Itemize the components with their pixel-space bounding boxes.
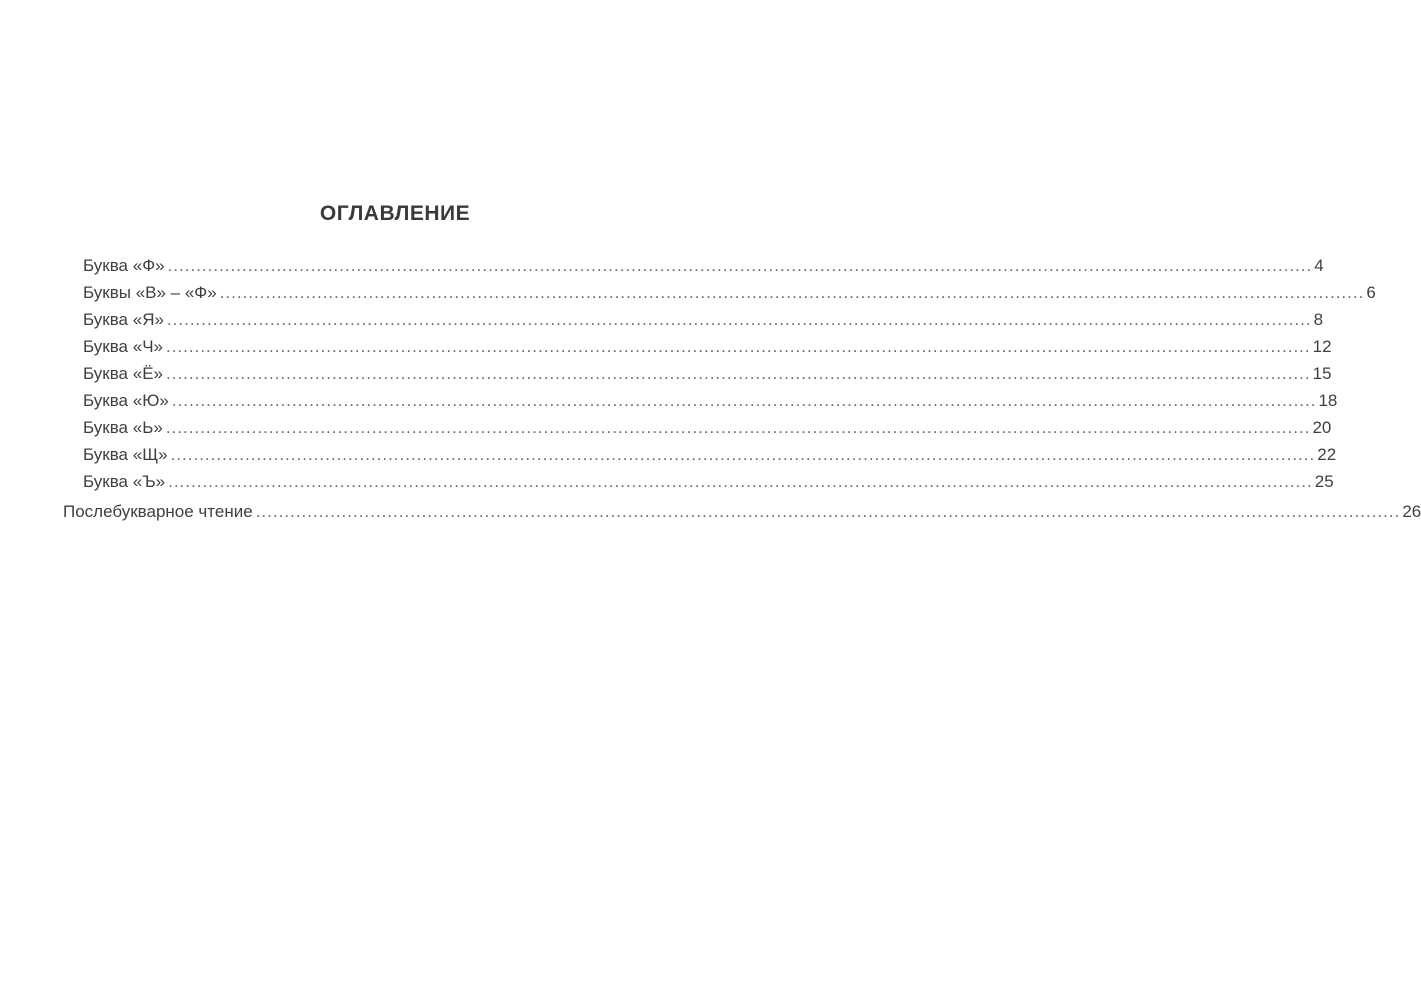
toc-entry-label: Буквы «В» – «Ф» xyxy=(83,283,217,302)
toc-entry-label: Буква «Ф» xyxy=(83,256,165,275)
toc-entry-label: Буква «Я» xyxy=(83,310,164,329)
toc-title: ОГЛАВЛЕНИЕ xyxy=(319,202,471,225)
toc-entry xyxy=(83,306,1324,333)
toc-list xyxy=(83,252,1376,495)
toc-leader-dots: ........................................................................................................................................................................................................ xyxy=(165,337,1311,356)
toc-entry-page: 26 xyxy=(1402,502,1421,521)
toc-entry-page: 12 xyxy=(1312,337,1332,356)
toc-entry-page: 18 xyxy=(1318,391,1338,410)
toc-entry-page: 22 xyxy=(1317,445,1337,464)
toc-entry-label: Буква «Ю» xyxy=(83,391,169,410)
toc-entry-page: 4 xyxy=(1314,256,1324,275)
toc-entry xyxy=(83,333,1332,360)
toc-entry-label: Буква «Ъ» xyxy=(83,472,166,491)
toc-entry-label: Послебукварное чтение xyxy=(63,502,253,521)
toc-entry-label: Буква «Щ» xyxy=(83,445,168,464)
toc-entry-page: 15 xyxy=(1312,364,1332,383)
toc-leader-dots: ........................................................................................................................................................................................................ xyxy=(166,310,1312,329)
toc-entry-page: 8 xyxy=(1313,310,1324,329)
toc-leader-dots: ........................................................................................................................................................................................................ xyxy=(166,364,1311,383)
toc-leader-dots: ........................................................................................................................................................................................................ xyxy=(171,391,1317,410)
toc-entry-label: Буква «Ь» xyxy=(83,418,163,437)
toc-leader-dots: ........................................................................................................................................................................................................ xyxy=(219,283,1365,302)
toc-leader-dots: ........................................................................................................................................................................................................ xyxy=(255,502,1401,521)
toc-final-section xyxy=(63,498,1421,525)
toc-entry xyxy=(63,498,1421,525)
toc-entry xyxy=(83,252,1324,279)
toc-entry xyxy=(83,441,1337,468)
toc-leader-dots: ........................................................................................................................................................................................................ xyxy=(167,256,1313,275)
toc-leader-dots: ........................................................................................................................................................................................................ xyxy=(168,472,1313,491)
toc-entry xyxy=(83,468,1334,495)
toc-entry xyxy=(83,414,1332,441)
toc-entry-page: 20 xyxy=(1312,418,1332,437)
toc-entry-label: Буква «Ч» xyxy=(83,337,163,356)
toc-entry xyxy=(83,279,1376,306)
toc-entry xyxy=(83,387,1338,414)
toc-entry xyxy=(83,360,1332,387)
toc-leader-dots: ........................................................................................................................................................................................................ xyxy=(165,418,1311,437)
toc-leader-dots: ........................................................................................................................................................................................................ xyxy=(170,445,1316,464)
toc-entry-label: Буква «Ё» xyxy=(83,364,163,383)
toc-entry-page: 25 xyxy=(1314,472,1334,491)
toc-entry-page: 6 xyxy=(1366,283,1376,302)
